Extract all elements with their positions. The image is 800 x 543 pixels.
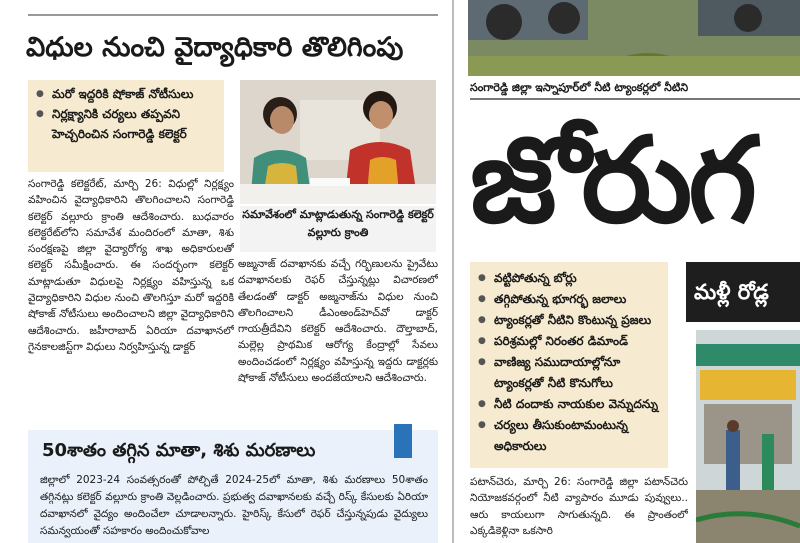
photo-caption: సమావేశంలో మాట్లాడుతున్న సంగారెడ్డి కలెక్టర్ వల్లూరు క్రాంతి [240, 206, 436, 252]
highlight-item: ● వాణిజ్య సముదాయాల్లోనూ ట్యాంకర్లతో నీటి కొనుగోలు [478, 352, 664, 394]
article-body-column-1: సంగారెడ్డి కలెక్టరేట్, మార్చి 26: విధుల్లో నిర్లక్ష్యం వహించిన వైద్యాధికారిని తొలగించాలని సంగారెడ్డి కలెక్టర్ వల్లూరు క్రాంతి ఆదేశించారు. బుధవారం కలెక్టరేట్‌లోని సమావేశ మందిరంలో మాతా, శిశు సంరక్షణపై జిల్లా వైద్యారోగ్య శాఖ అధికారులతో కలెక్టర్ సమీక్షించారు. ఈ సందర్భంగా కలెక్టర్ మాట్లాడుతూ విధులపై నిర్లక్ష్యం వహిస్తున్న ఒక వైద్యాధికారిని విధుల నుంచి తొలగిస్తూ మరో ఇద్దరికి షోకాజ్ నోటీసులు అందించాలని జిల్లా వైద్యాధికారిని ఆదేశించారు. జహీరాబాద్ ఏరియా దవాఖానలో గైనకాలజిస్ట్‌గా విధులు నిర్వహిస్తున్న డాక్టర్ [28, 178, 234, 353]
highlight-item: ● పరిశ్రమల్లో నిరంతర డిమాండ్ [478, 331, 664, 352]
meeting-photo-illustration [240, 80, 436, 204]
meeting-photo [240, 80, 436, 204]
top-rule [28, 14, 438, 16]
sub-article-box [28, 430, 438, 543]
highlights-box-right [470, 262, 668, 468]
tanker-photo [468, 0, 800, 76]
highlights-box [28, 80, 224, 172]
highlight-item: ● ట్యాంకర్లతో నీటిని కొంటున్న ప్రజలు [478, 310, 664, 331]
tanker-photo-illustration [468, 0, 800, 76]
article-headline: విధుల నుంచి వైద్యాధికారి తొలిగింపు [26, 32, 404, 63]
accent-bar [394, 424, 412, 458]
article-body-column-2: అజ్మనాజ్ దవాఖానకు వచ్చే గర్భిణులను ప్రైవేటు దవాఖానలకు రెఫర్ చేస్తున్నట్లు విచారణలో తేలడంతో డాక్టర్ అజ్మనాజ్‌ను విధుల నుంచి తొలగించాలని డీఎంఅండ్‌హెచ్‌వో డాక్టర్ గాయత్రీదేవిని కలెక్టర్ ఆదేశించారు. దౌల్తాబాద్, మల్లెల్ల ప్రాథమిక ఆరోగ్య కేంద్రాల్లో సేవలు అందించడంలో నిర్లక్ష్యం వహిస్తున్న ఇద్దరు డాక్టర్లకు షోకాజ్ నోటీసులు అందజేయాలని ఆదేశించారు. [238, 258, 438, 385]
highlight-item: ● చర్యలు తీసుకుంటామంటున్న అధికారులు [478, 415, 664, 457]
column-gutter [452, 0, 454, 543]
big-headline: జోరుగ [470, 111, 754, 249]
shop-photo-illustration [696, 330, 800, 543]
photo-caption-right: సంగారెడ్డి జిల్లా ఇస్నాపూర్‌లో నీటి ట్యాంకర్లలో నీటిని [470, 81, 689, 94]
right-article-body: పటాన్‌చెరు, మార్చి 26: సంగారెడ్డి జిల్లా పటాన్‌చెరు నియోజకవర్గంలో నీటి వ్యాపారం మూడు పువ్వులు.. ఆరు కాయలుగా సాగుతున్నది. ఈ ప్రాంతంలో ఎక్కడికెళ్లినా ఒకసారి [470, 476, 688, 537]
highlight-item: ● వట్టిపోతున్న బోర్లు [478, 268, 664, 289]
highlight-item: ● నీటి దందాకు నాయకుల వెన్నుదన్ను [478, 394, 664, 415]
shop-photo [696, 330, 800, 543]
highlight-item: ● నిర్లక్ష్యానికి చర్యలు తప్పవని హెచ్చరించిన సంగారెడ్డి కలెక్టర్ [36, 104, 218, 144]
subhead-banner: మళ్లీ రోడ్ల [686, 262, 800, 322]
highlight-item: ● తగ్గిపోతున్న భూగర్భ జలాలు [478, 289, 664, 310]
highlight-item: ● మరో ఇద్దరికి షోకాజ్ నోటీసులు [36, 84, 218, 104]
sub-article-headline: 50శాతం తగ్గిన మాతా, శిశు మరణాలు [42, 440, 316, 461]
sub-article-body: జిల్లాలో 2023-24 సంవత్సరంతో పోల్చితే 2024-25లో మాతా, శిశు మరణాలు 50శాతం తగ్గినట్లు కలెక్టర్ వల్లూరు క్రాంతి వెల్లడించారు. ప్రభుత్వ దవాఖానలకు వచ్చే రిస్క్ కేసులకు ఏరియా దవాఖానలో వైద్యం అందించేలా చూడాలన్నారు. హైరిస్క్ కేసులో రెఫర్ చేస్తున్నపుడు వైద్యులు సమన్వయంతో సహకారం అందించుకోవాల [40, 474, 428, 537]
